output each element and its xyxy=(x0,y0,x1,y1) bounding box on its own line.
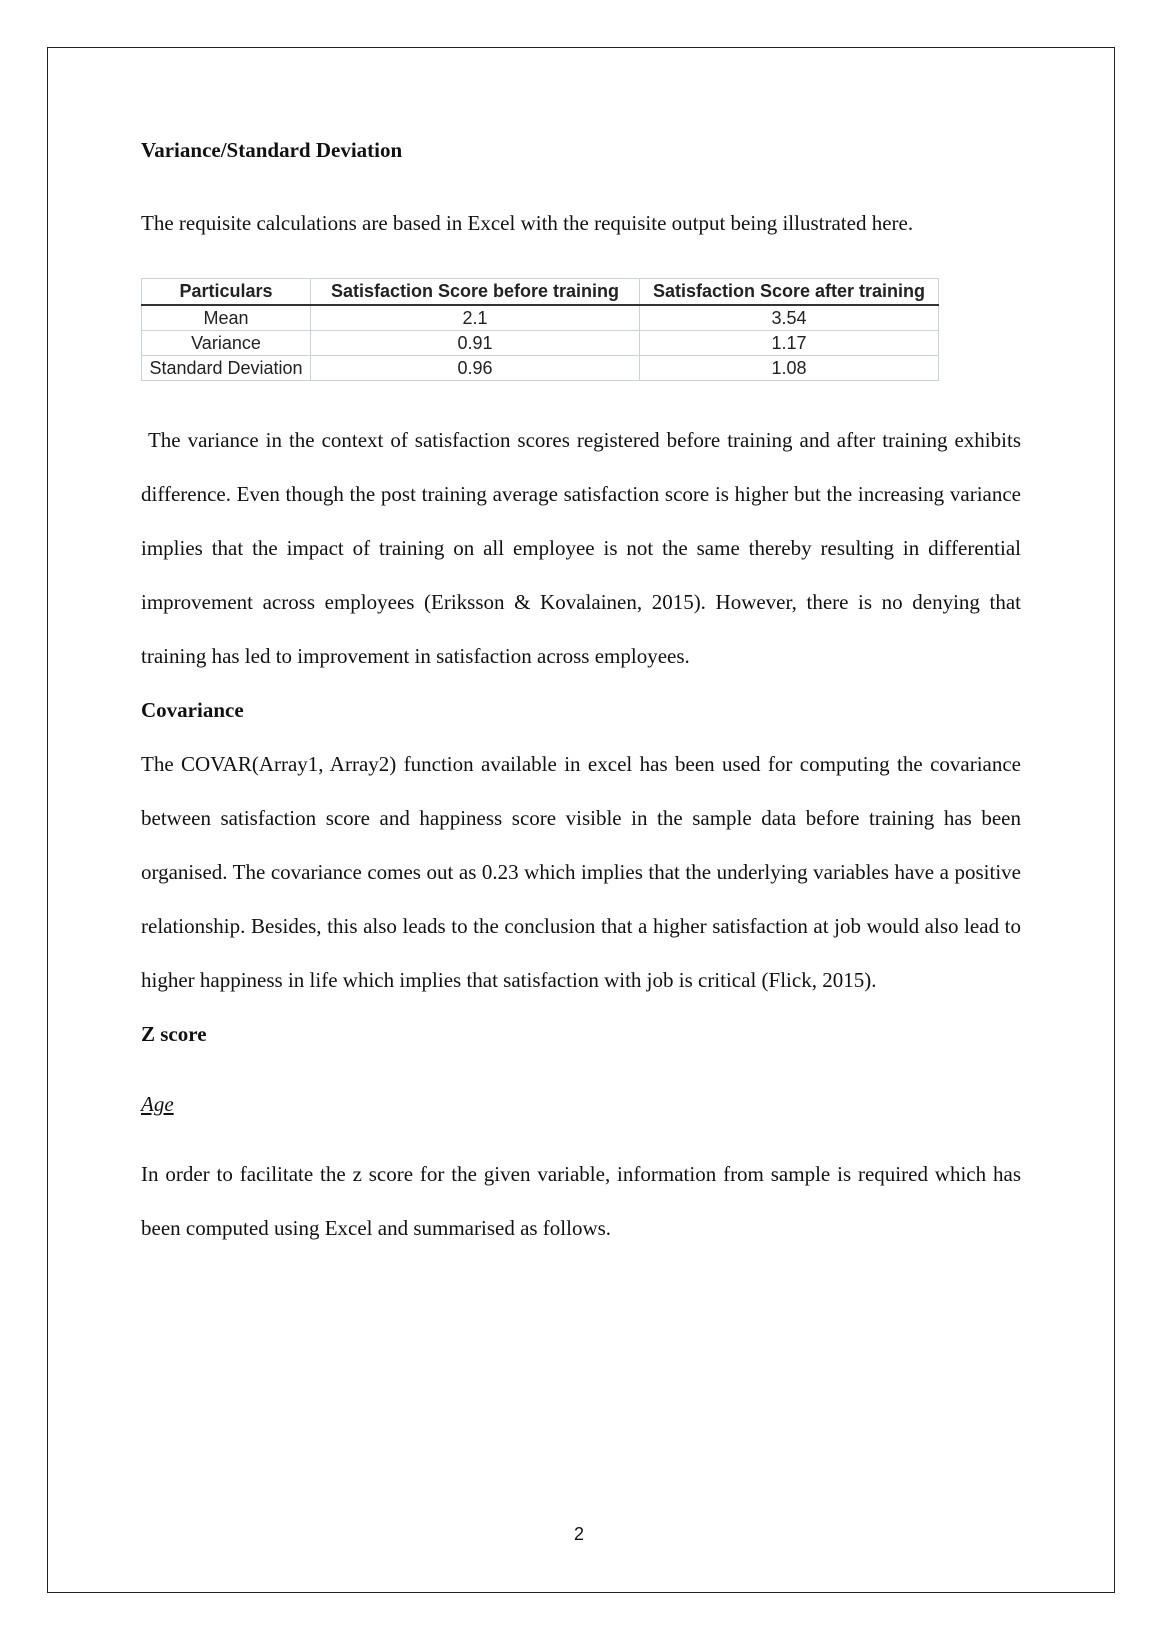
covariance-paragraph: The COVAR(Array1, Array2) function available in excel has been used for computing the covariance between satisfaction score and happiness score visible in the sample data before training has been organised. The covariance comes out as 0.23 which implies that the underlying variables have a positive relationship. Besides, this also leads to the conclusion that a higher satisfaction at job would also lead to higher happiness in life which implies that satisfaction with job is critical (Flick, 2015). xyxy=(141,752,1021,992)
zscore-paragraph: In order to facilitate the z score for the given variable, information from sample is required which has been computed using Excel and summarised as follows. xyxy=(141,1162,1021,1240)
table-header-cell: Satisfaction Score after training xyxy=(640,279,939,306)
table-cell: 2.1 xyxy=(311,305,640,331)
section-heading-variance: Variance/Standard Deviation xyxy=(141,138,403,162)
table-cell: 0.91 xyxy=(311,331,640,356)
table-cell: Standard Deviation xyxy=(142,356,311,381)
table-row xyxy=(142,331,939,356)
table-cell: Variance xyxy=(142,331,311,356)
table-cell: 0.96 xyxy=(311,356,640,381)
variance-paragraph: The variance in the context of satisfaction scores registered before training and after training exhibits difference. Even though the post training average satisfaction score is higher but the increasing variance implies that the impact of training on all employee is not the same thereby resulting in differential improvement across employees (Eriksson & Kovalainen, 2015). However, there is no denying that training has led to improvement in satisfaction across employees. xyxy=(141,428,1021,668)
table-header-cell: Satisfaction Score before training xyxy=(311,279,640,306)
table-cell: 1.17 xyxy=(640,331,939,356)
document-body xyxy=(141,135,1021,1255)
page-number: 2 xyxy=(573,1524,584,1544)
table-row xyxy=(142,305,939,331)
table-cell: Mean xyxy=(142,305,311,331)
table-header-cell: Particulars xyxy=(142,279,311,306)
table-row xyxy=(142,356,939,381)
table-cell: 3.54 xyxy=(640,305,939,331)
subheading-age: Age xyxy=(141,1092,174,1116)
section-heading-zscore: Z score xyxy=(141,1022,207,1046)
table-cell: 1.08 xyxy=(640,356,939,381)
statistics-table xyxy=(141,278,939,381)
variance-intro: The requisite calculations are based in Excel with the requisite output being illustrated here. xyxy=(141,211,914,235)
section-heading-covariance: Covariance xyxy=(141,698,244,722)
table-header-row xyxy=(142,279,939,306)
